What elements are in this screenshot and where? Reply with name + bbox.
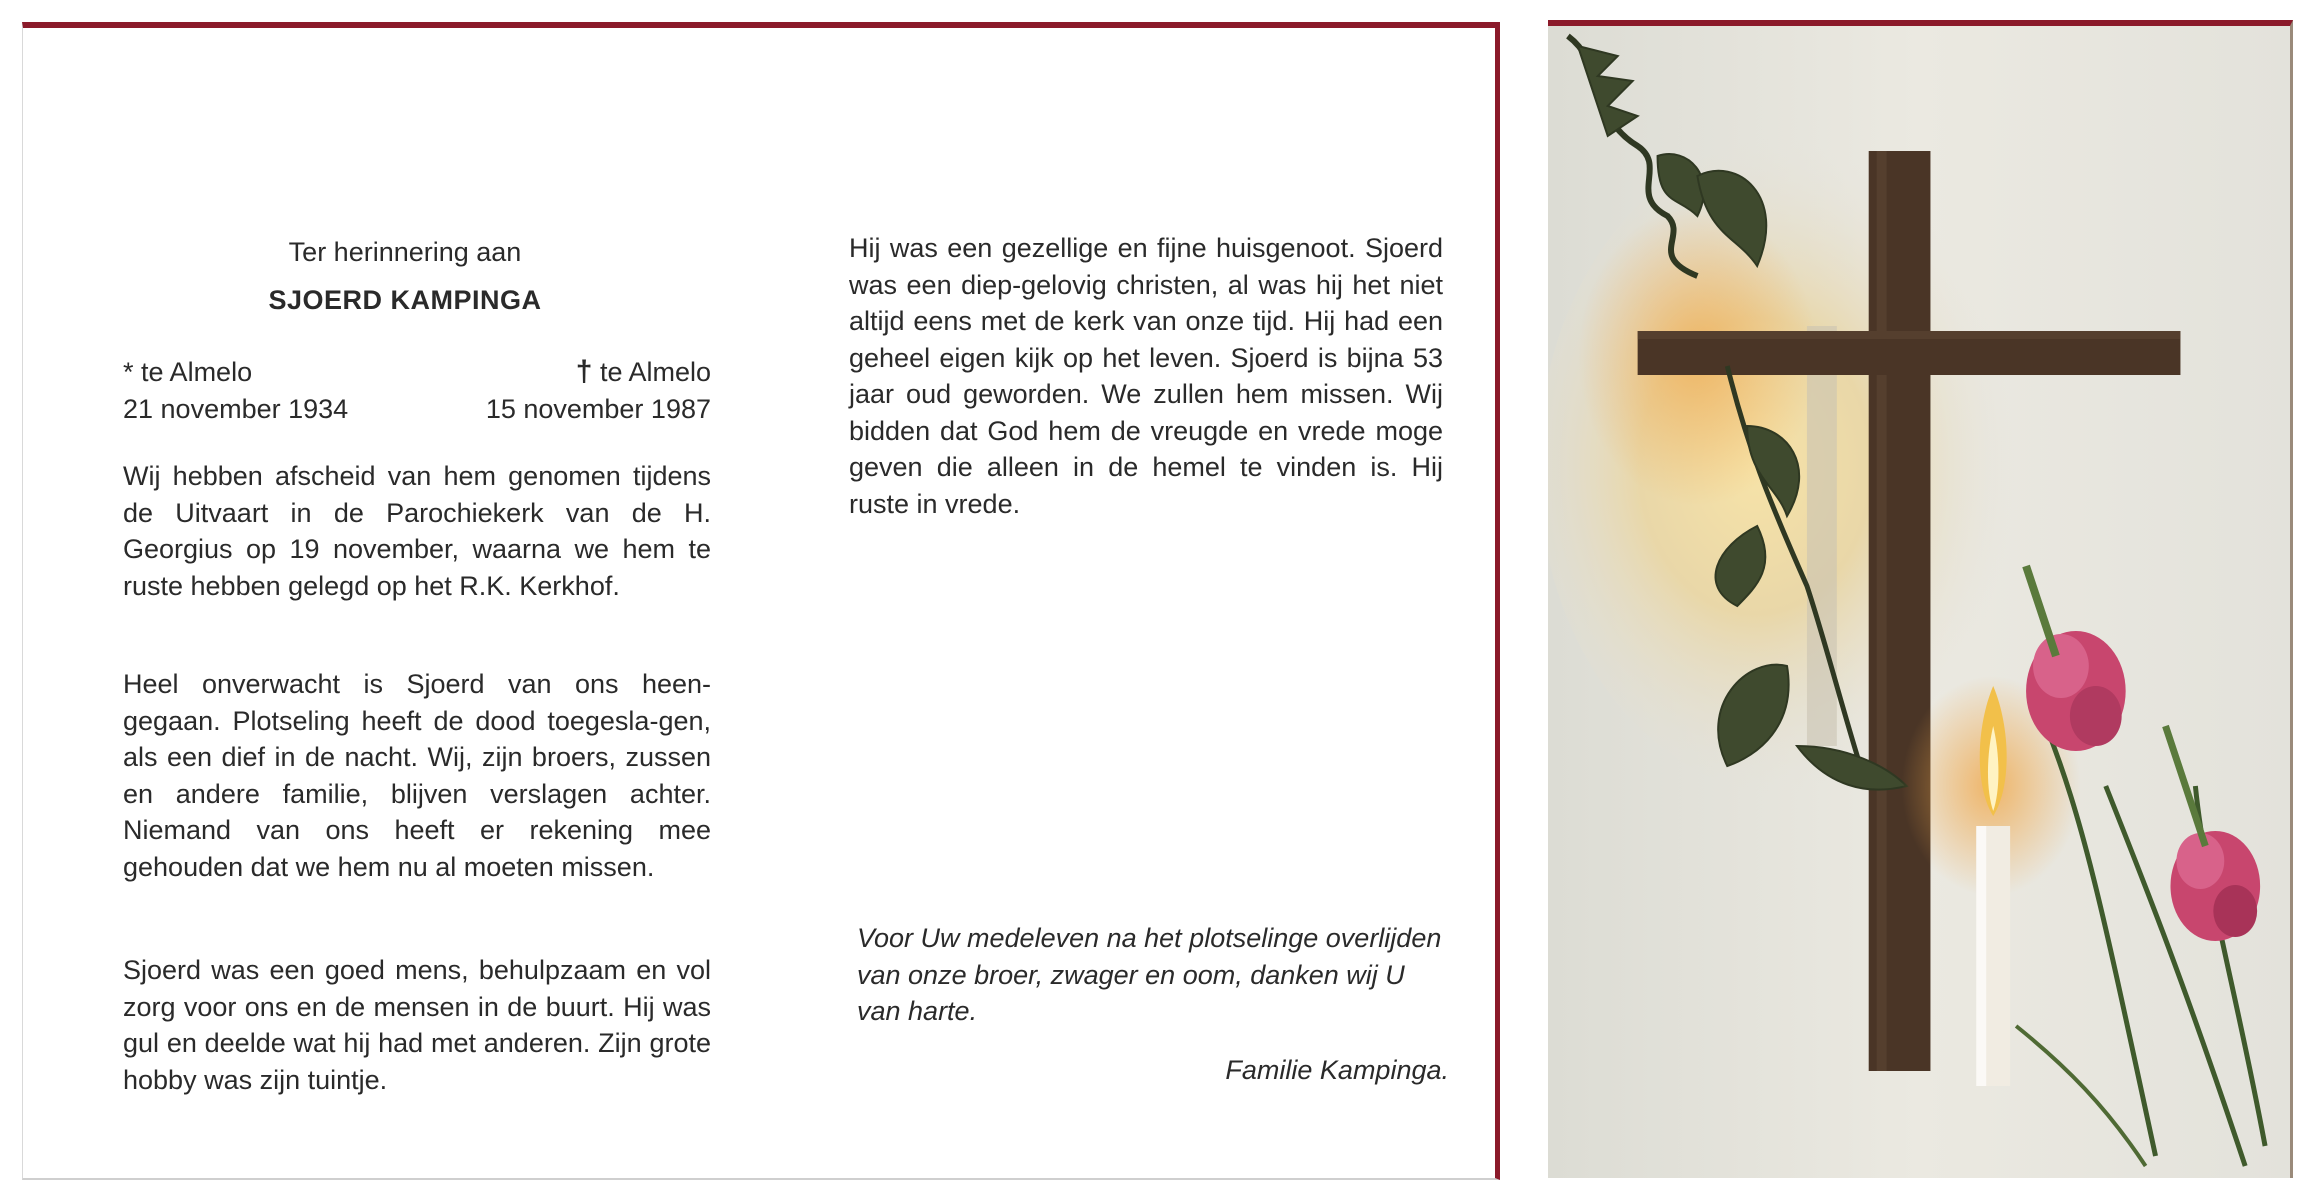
- paragraph-farewell: Wij hebben afscheid van hem genomen tijdens de Uitvaart in de Parochiekerk van de H. Georgius op 19 november, waarna we hem te ruste hebben gelegd op het R.K. Kerkhof.: [123, 461, 711, 601]
- birth-marker: *: [123, 357, 134, 387]
- birth-date: 21 november 1934: [123, 393, 349, 424]
- thanks-message: Voor Uw medeleven na het plotselinge overlijden van onze broer, zwager en oom, danken wij U van harte.: [857, 923, 1442, 1026]
- cross-shadow: [1807, 326, 1837, 746]
- heading-remembrance: Ter herinnering aan: [288, 237, 522, 267]
- memorial-photo-cross-candle: [1548, 20, 2293, 1178]
- death-info: [443, 354, 711, 427]
- death-place: te Almelo: [599, 357, 711, 387]
- paragraph-sudden-death: Heel onverwacht is Sjoerd van ons heen-gegaan. Plotseling heeft de dood toegesla-gen, als een dief in de nacht. Wij, zijn broers, zussen en andere familie, blijven verslagen achter. Niemand van ons heeft er rekening mee gehouden dat we hem nu al moeten missen.: [123, 669, 711, 882]
- death-date: 15 november 1987: [485, 393, 711, 424]
- memorial-card-text-panel: [22, 22, 1500, 1180]
- death-cross-icon: †: [575, 355, 593, 388]
- photo-illustration: [1548, 26, 2290, 1178]
- deceased-name: SJOERD KAMPINGA: [268, 285, 542, 315]
- paragraph-personality: Hij was een gezellige en fijne huisgenoot. Sjoerd was een diep-gelovig christen, al was hij het niet altijd eens met de kerk van onze tijd. Hij had een geheel eigen kijk op het leven. Sjoerd is bijna 53 jaar oud geworden. We zullen hem missen. Wij bidden dat God hem de vreugde en vrede moge geven die alleen in de hemel te vinden is. Hij ruste in vrede.: [849, 233, 1443, 519]
- birth-place: te Almelo: [141, 357, 253, 387]
- paragraph-good-person: Sjoerd was een goed mens, behulpzaam en vol zorg voor ons en de mensen in de buurt. Hij was gul en deelde wat hij had met anderen. Zijn grote hobby was zijn tuintje.: [123, 955, 711, 1095]
- birth-info: [123, 354, 348, 427]
- family-signature: Familie Kampinga.: [1225, 1055, 1449, 1085]
